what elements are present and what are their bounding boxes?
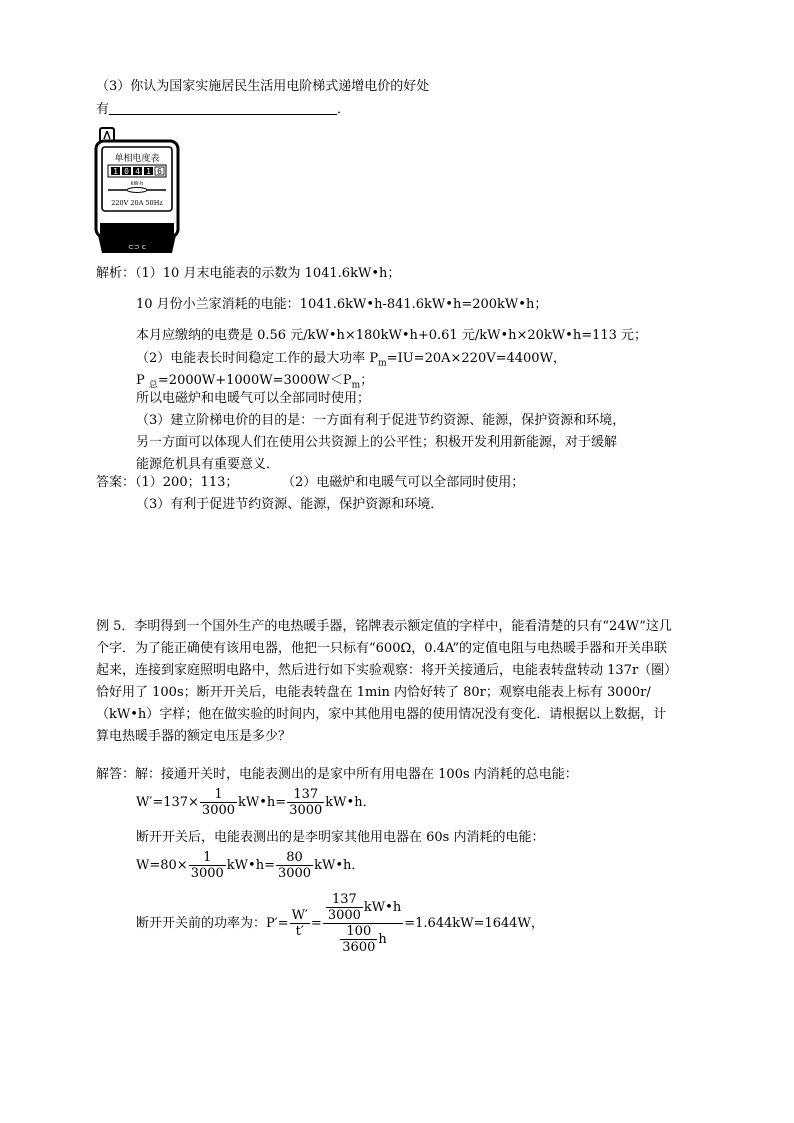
meter-digit: 4 [135, 167, 140, 176]
q3-suffix: ． [337, 102, 351, 117]
meter-digits [111, 167, 164, 176]
answer-line1: 答案：（1）200；113； [96, 475, 239, 490]
fraction: $\frac{1}{3000}$ [201, 787, 236, 818]
fraction: $\frac{80}{3000}$ [277, 850, 312, 881]
meter-digit: 1 [113, 167, 118, 176]
analysis-line4: （2）电能表长时间稳定工作的最大功率 $P_m=IU=20A\times 220V=4400W$， [136, 351, 566, 369]
fraction: $\frac{137}{3000}$ [327, 892, 361, 923]
q3-prefix: 有 [96, 102, 110, 117]
fraction: $\frac{100}{3600}$ [342, 924, 376, 955]
analysis-line2: 10 月份小兰家消耗的电能：1041.6kW•h-841.6kW•h=200kW•h； [136, 297, 548, 312]
meter-digit: 1 [146, 167, 151, 176]
analysis-line1: 解析：（1）10 月末电能表的示数为 1041.6kW•h； [96, 266, 401, 281]
q3-line1: （3）你认为国家实施居民生活用电阶梯式递增电价的好处 [96, 79, 430, 94]
solution-label: 解答： [96, 767, 136, 782]
meter-digit: 0 [124, 167, 129, 176]
analysis-line9: 能源危机具有重要意义． [136, 457, 280, 472]
analysis-line7: （3）建立阶梯电价的目的是：一方面有利于促进节约资源、能源，保护资源和环境， [136, 413, 626, 428]
equation-power: 断开开关前的功率为：P′= $\frac{W'}{t'}$ = $\frac{137}{3000}$ kW•h $\frac{100}{3600}$ h =1.644kW=1644W， [136, 892, 544, 955]
meter-unit: kW·h [130, 181, 144, 187]
example5-line2: 个字．为了能正确使有该用电器，他把一只标有“600Ω，0.4A”的定值电阻与电热暖手器和开关串联 [96, 641, 668, 656]
equation-w-prime: W′=137× $\frac{1}{3000}$ kW•h= $\frac{137}{3000}$ kW•h． [136, 787, 376, 818]
analysis-line3: 本月应缴纳的电费是 0.56 元/kW•h×180kW•h+0.61 元/kW•h×20kW•h=113 元； [136, 328, 648, 343]
analysis-line5: P $_总=2000W+1000W=3000W<P_m$； [136, 373, 374, 391]
solution-line1: 解答：解：接通开关时，电能表测出的是家中所有用电器在 100s 内消耗的总电能： [96, 767, 578, 782]
fraction: $\frac{W'}{t'}$ [291, 908, 308, 939]
analysis-line6: 所以电磁炉和电暖气可以全部同时使用； [136, 391, 371, 406]
svg-text:⊂⊃ c: ⊂⊃ c [128, 243, 146, 251]
fraction: $\frac{1}{3000}$ [190, 850, 224, 881]
fraction: $\frac{137}{3000}$ [289, 787, 323, 818]
meter-title: 单相电度表 [114, 154, 160, 164]
answer-line2: （3）有利于促进节约资源、能源，保护资源和环境． [136, 497, 444, 512]
answer-line1b: （2）电磁炉和电暖气可以全部同时使用； [282, 475, 525, 490]
meter-spec: 220V 20A 50Hz [111, 199, 163, 207]
example5-line4: 恰好用了 100s；断开开关后，电能表转盘在 1min 内恰好转了 80r；观察电能表上标有 3000r/ [96, 685, 651, 700]
compound-fraction: $\frac{137}{3000}$ kW•h $\frac{100}{3600}$ h [323, 892, 403, 955]
meter-disc [127, 188, 147, 193]
electric-meter-image [94, 127, 180, 255]
answer-blank [109, 100, 337, 115]
example5-line1: 例 5．李明得到一个国外生产的电热暖手器，铭牌表示额定值的字样中，能看清楚的只有“24W”这几 [96, 619, 672, 634]
example5-line6: 算电热暖手器的额定电压是多少？ [96, 729, 292, 744]
q3-line2 [96, 100, 350, 119]
answer-label: 答案： [96, 475, 136, 490]
analysis-line8: 另一方面可以体现人们在使用公共资源上的公平性；积极开发利用新能源，对于缓解 [136, 435, 618, 450]
equation-w: W=80× $\frac{1}{3000}$ kW•h= $\frac{80}{3000}$ kW•h． [136, 850, 365, 881]
solution-line2: 断开开关后，电能表测出的是李明家其他用电器在 60s 内消耗的电能： [136, 830, 545, 845]
example5-line3: 起来，连接到家庭照明电路中，然后进行如下实验观察：将开关接通后，电能表转盘转动 137r（圈） [96, 663, 678, 678]
meter-terminal-cover [100, 223, 174, 235]
meter-digit: 6 [157, 167, 162, 176]
analysis-label: 解析： [96, 266, 136, 281]
example5-line5: （kW•h）字样；他在做实验的时间内，家中其他用电器的使用情况没有变化．请根据以上数据，计 [96, 707, 667, 722]
